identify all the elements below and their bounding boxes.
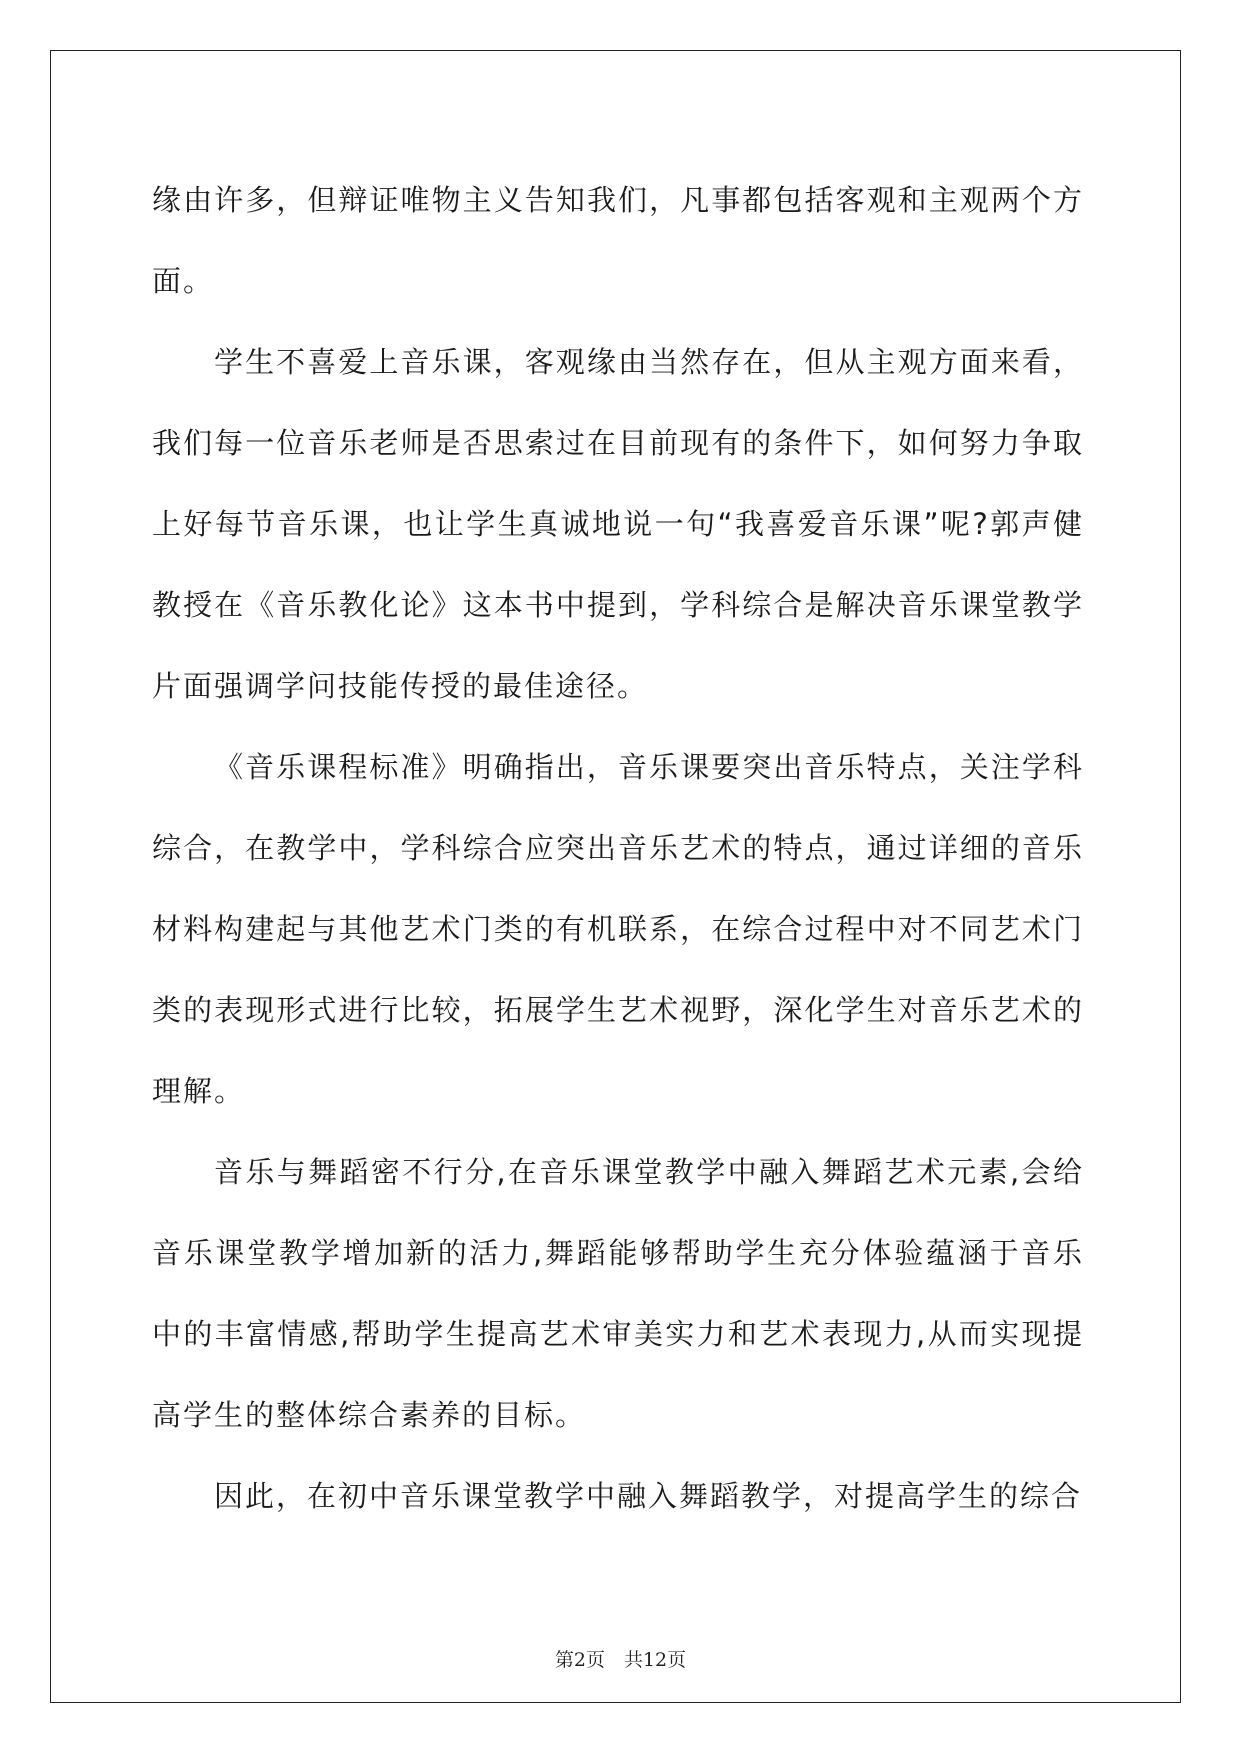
paragraph-4: 音乐与舞蹈密不行分,在音乐课堂教学中融入舞蹈艺术元素,会给音乐课堂教学增加新的活力,舞蹈能够帮助学生充分体验蕴涵于音乐中的丰富情感,帮助学生提高艺术审美实力和艺术表现力,从而实现提高学生的整体综合素养的目标。 [152, 1155, 1084, 1432]
page-number-footer: 第2页 共12页 [554, 1649, 687, 1671]
paragraph-1: 缘由许多，但辩证唯物主义告知我们，凡事都包括客观和主观两个方面。 [152, 183, 1084, 298]
document-body [152, 160, 1084, 1537]
paragraph-2: 学生不喜爱上音乐课，客观缘由当然存在，但从主观方面来看，我们每一位音乐老师是否思索过在目前现有的条件下，如何努力争取上好每节音乐课，也让学生真诚地说一句“我喜爱音乐课”呢?郭声健教授在《音乐教化论》这本书中提到，学科综合是解决音乐课堂教学片面强调学问技能传授的最佳途径。 [152, 345, 1084, 703]
paragraph-3: 《音乐课程标准》明确指出，音乐课要突出音乐特点，关注学科综合，在教学中，学科综合应突出音乐艺术的特点，通过详细的音乐材料构建起与其他艺术门类的有机联系，在综合过程中对不同艺术门类的表现形式进行比较，拓展学生艺术视野，深化学生对音乐艺术的理解。 [152, 750, 1084, 1108]
paragraph-5: 因此，在初中音乐课堂教学中融入舞蹈教学，对提高学生的综合 [214, 1479, 1083, 1513]
